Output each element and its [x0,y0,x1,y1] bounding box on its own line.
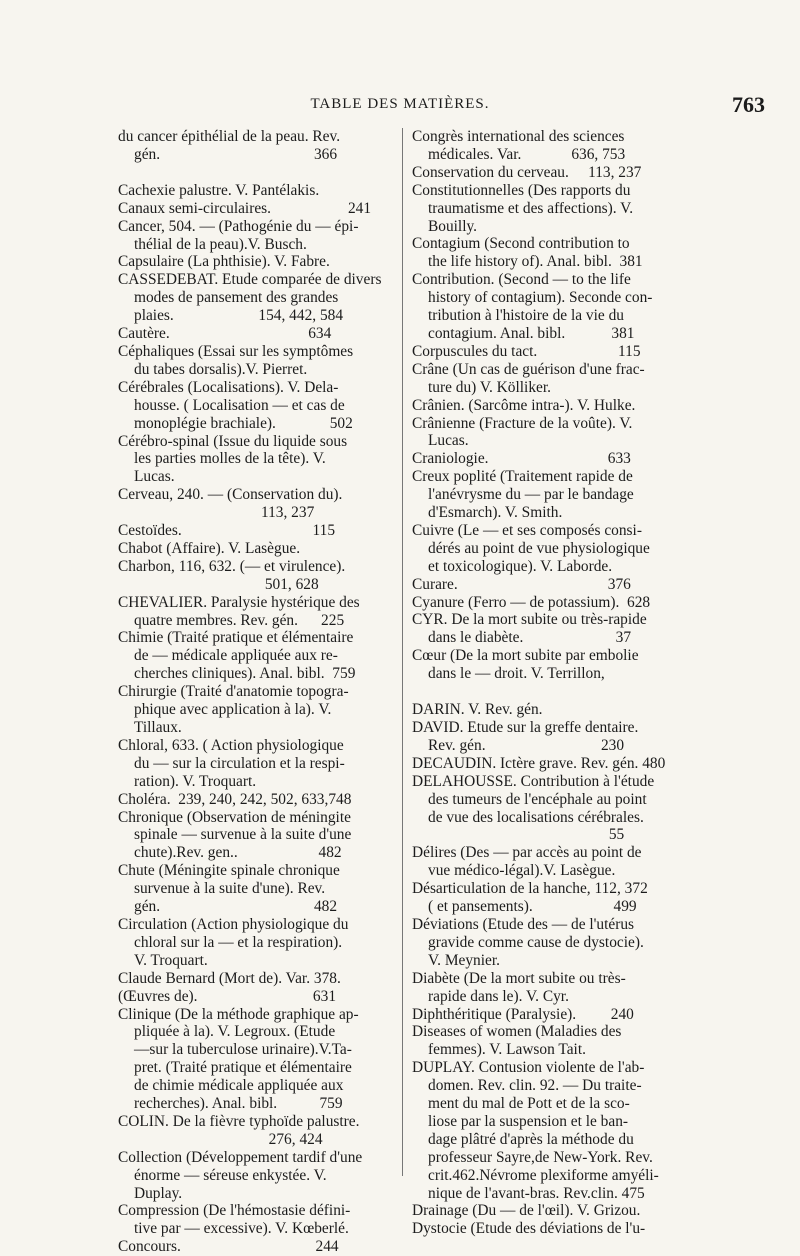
index-entry-line: cherches cliniques). Anal. bibl. 759 [134,665,356,683]
index-entry [118,271,392,325]
index-entry [412,916,684,970]
index-entry [412,719,684,755]
index-entry-line: gén. 482 [134,898,338,916]
index-entry-line: 55 [428,826,625,844]
index-entry [118,379,392,433]
index-entry-line: Concours. 244 [118,1238,339,1256]
index-entry [412,1023,684,1059]
index-entry-line: spinale — survenue à la suite d'une [134,826,352,844]
index-entry-line: CASSEDEBAT. Etude comparée de divers [118,271,382,289]
index-entry-line: contagium. Anal. bibl. 381 [428,324,635,342]
index-entry-line: femmes). V. Lawson Tait. [428,1041,586,1059]
index-entry-line: Diabète (De la mort subite ou très- [412,969,626,987]
index-column-right [412,128,684,1238]
index-entry-line: Chabot (Affaire). V. Lasègue. [118,539,301,557]
index-entry-line: gén. 366 [134,145,338,163]
index-entry [118,1149,392,1203]
index-entry-line: Choléra. 239, 240, 242, 502, 633,748 [118,790,352,808]
index-entry-line: Rev. gén. 230 [428,736,625,754]
index-entry [412,611,684,647]
index-entry-line: Collection (Développement tardif d'une [118,1148,363,1166]
index-entry [412,235,684,271]
index-entry-line: Claude Bernard (Mort de). Var. 378. [118,969,341,987]
index-entry [118,791,392,809]
index-entry [118,558,392,594]
index-entry-line: Cérébrales (Localisations). V. Dela- [118,378,339,396]
index-entry-line: Crânienne (Fracture de la voûte). V. [412,414,633,432]
index-entry-line: Chronique (Observation de méningite [118,808,351,826]
index-entry [118,325,392,343]
index-entry [118,128,392,164]
index-entry-line: plaies. 154, 442, 584 [134,307,344,325]
index-entry-line: du tabes dorsalis).V. Pierret. [134,360,308,378]
index-entry [118,809,392,863]
index-entry-line: pret. (Traité pratique et élémentaire [134,1059,352,1077]
index-entry [412,970,684,1006]
index-entry-line: Conservation du cerveau. 113, 237 [412,163,642,181]
index-entry [118,1238,392,1256]
index-entry-line: Bouilly. [428,217,478,235]
index-entry-line: Creux poplité (Traitement rapide de [412,468,633,486]
index-entry-line: nique de l'avant-bras. Rev.clin. 475 [428,1184,645,1202]
index-entry [118,1006,392,1113]
index-entry [412,271,684,343]
index-entry [412,576,684,594]
index-entry [412,468,684,522]
index-entry-line: Cœur (De la mort subite par embolie [412,647,639,665]
index-entry-line: Dystocie (Etude des déviations de l'u- [412,1220,646,1238]
index-entry-line: Duplay. [134,1184,183,1202]
index-entry [412,164,684,182]
index-entry-line: Lucas. [428,432,469,450]
index-entry-line: gravide comme cause de dystocie). [428,933,644,951]
index-entry-line: history of contagium). Seconde con- [428,289,653,307]
index-entry [118,683,392,737]
index-entry-line: dérés au point de vue physiologique [428,539,650,557]
index-entry [118,594,392,630]
index-entry-line: l'anévrysme du — par le bandage [428,486,634,504]
index-entry-line: liose par la suspension et le ban- [428,1112,629,1130]
index-entry-line: housse. ( Localisation — et cas de [134,396,345,414]
index-entry-line: Chirurgie (Traité d'anatomie topogra- [118,683,349,701]
index-entry-line: crit.462.Névrome plexiforme amyéli- [428,1166,659,1184]
index-entry-line: 276, 424 [134,1130,323,1148]
page-number: 763 [732,92,765,117]
index-entry-line: tribution à l'histoire de la vie du [428,307,624,325]
index-entry-line: Céphaliques (Essai sur les symptômes [118,342,354,360]
index-entry-line: énorme — séreuse enkystée. V. [134,1166,327,1184]
index-entry-line: CYR. De la mort subite ou très-rapide [412,611,647,629]
column-rule [402,128,403,1176]
index-entry-line: Désarticulation de la hanche, 112, 372 [412,880,648,898]
index-entry-line: Congrès international des sciences [412,128,625,145]
index-entry-line: de vue des localisations cérébrales. [428,808,644,826]
index-entry-line: ration). V. Troquart. [134,772,257,790]
index-entry-line: Cautère. 634 [118,325,332,343]
index-entry-line: DELAHOUSSE. Contribution à l'étude [412,772,655,790]
index-entry-line: modes de pansement des grandes [134,289,339,307]
index-entry [118,970,392,988]
index-entry-line: Charbon, 116, 632. (— et virulence). [118,557,346,575]
index-entry-line: chloral sur la — et la respiration). [134,933,343,951]
index-entry-line: Cyanure (Ferro — de potassium). 628 [412,593,651,611]
index-entry [118,988,392,1006]
index-entry-line: Cérébro-spinal (Issue du liquide sous [118,432,348,450]
index-entry [412,450,684,468]
index-entry [412,647,684,683]
index-entry-line: Capsulaire (La phthisie). V. Fabre. [118,253,330,271]
index-entry-line: Diseases of women (Maladies des [412,1023,622,1041]
index-entry-line: Contribution. (Second — to the life [412,271,631,289]
index-entry-line: Chloral, 633. ( Action physiologique [118,736,344,754]
index-entry-line: (Œuvres de). 631 [118,987,337,1005]
index-entry [118,486,392,522]
index-entry-line: du — sur la circulation et la respi- [134,754,345,772]
index-entry-line: Crânien. (Sarcôme intra-). V. Hulke. [412,396,636,414]
index-entry-line: ( et pansements). 499 [428,898,637,916]
index-entry-line: monoplégie brachiale). 502 [134,414,353,432]
index-entry-line: d'Esmarch). V. Smith. [428,504,563,522]
index-entry-line: tive par — excessive). V. Kœberlé. [134,1220,349,1238]
index-entry-line: CHEVALIER. Paralysie hystérique des [118,593,360,611]
index-entry-line: DUPLAY. Contusion violente de l'ab- [412,1059,645,1077]
index-entry-line: professeur Sayre,de New-York. Rev. [428,1148,653,1166]
index-entry-line: V. Troquart. [134,951,208,969]
index-entry-line: ture du) V. Kölliker. [428,378,551,396]
index-entry [412,1006,684,1024]
entry-gap [412,683,684,701]
index-entry-line: DARIN. V. Rev. gén. [412,701,543,719]
index-entry-line: 501, 628 [134,575,319,593]
index-entry [412,361,684,397]
index-entry-line: Clinique (De la méthode graphique ap- [118,1005,359,1023]
index-entry [412,1202,684,1220]
index-entry [118,862,392,916]
index-entry [412,701,684,719]
index-entry [118,253,392,271]
index-entry-line: Tillaux. [134,719,182,736]
index-entry-line: recherches). Anal. bibl. 759 [134,1095,343,1113]
index-entry-line: survenue à la suite d'une). Rev. [134,880,326,898]
index-entry-line: Crâne (Un cas de guérison d'une frac- [412,360,645,378]
index-entry [412,773,684,845]
index-entry-line: vue médico-légal).V. Lasègue. [428,862,616,880]
index-entry [118,737,392,791]
index-column-left [118,128,392,1256]
index-entry [412,844,684,880]
index-entry [412,1059,684,1202]
index-entry [412,182,684,236]
index-entry-line: Constitutionnelles (Des rapports du [412,181,631,199]
index-entry-line: Délires (Des — par accès au point de [412,844,642,862]
index-entry-line: Compression (De l'hémostasie défini- [118,1202,351,1220]
index-entry-line: les parties molles de la tête). V. [134,450,326,468]
index-entry [412,594,684,612]
index-entry [118,1202,392,1238]
index-entry-line: phique avec application à la). V. [134,701,332,719]
index-entry-line: thélial de la peau).V. Busch. [134,235,307,253]
index-entry-line: Corpuscules du tact. 115 [412,342,641,360]
index-entry-line: Chimie (Traité pratique et élémentaire [118,629,354,647]
index-entry-line: quatre membres. Rev. gén. 225 [134,611,345,629]
index-entry-line: V. Meynier. [428,951,500,969]
index-entry-line: dans le diabète. 37 [428,629,632,647]
index-entry-line: Cestoïdes. 115 [118,522,336,540]
index-entry [118,1113,392,1149]
index-entry-line: Contagium (Second contribution to [412,235,630,253]
index-entry-line: dans le — droit. V. Terrillon, [428,665,605,683]
index-entry-line: COLIN. De la fièvre typhoïde palustre. [118,1112,360,1130]
index-entry-line: de — médicale appliquée aux re- [134,647,338,665]
index-entry [412,522,684,576]
index-entry-line: traumatisme et des affections). V. [428,199,634,217]
index-entry-line: rapide dans le). V. Cyr. [428,987,569,1005]
index-entry-line: DECAUDIN. Ictère grave. Rev. gén. 480 [412,754,666,772]
index-entry-line: Circulation (Action physiologique du [118,915,349,933]
index-entry-line: pliquée à la). V. Legroux. (Etude [134,1023,336,1041]
index-entry [412,128,684,164]
index-entry [412,880,684,916]
index-entry [118,433,392,487]
index-entry [412,397,684,415]
index-entry [118,522,392,540]
index-entry-line: Curare. 376 [412,575,631,593]
index-entry [412,755,684,773]
index-entry-line: du cancer épithélial de la peau. Rev. [118,128,341,145]
index-entry-line: médicales. Var. 636, 753 [428,145,626,163]
index-entry [118,182,392,200]
index-entry-line: —sur la tuberculose urinaire).V.Ta- [134,1041,352,1059]
index-entry-line: DAVID. Etude sur la greffe dentaire. [412,719,639,736]
index-entry-line: Cancer, 504. — (Pathogénie du — épi- [118,217,359,235]
index-entry [412,1220,684,1238]
index-entry-line: Cachexie palustre. V. Pantélakis. [118,181,320,199]
index-entry [118,916,392,970]
index-entry-line: Canaux semi-circulaires. 241 [118,199,372,217]
index-entry [118,200,392,218]
index-entry [118,629,392,683]
index-entry-line: des tumeurs de l'encéphale au point [428,790,647,808]
index-entry-line: Déviations (Etude des — de l'utérus [412,915,635,933]
index-entry-line: Craniologie. 633 [412,450,631,468]
running-head: TABLE DES MATIÈRES. [310,96,490,112]
index-entry [118,218,392,254]
index-entry-line: et toxicologique). V. Laborde. [428,557,613,575]
index-entry-line: Chute (Méningite spinale chronique [118,862,340,880]
index-entry-line: the life history of). Anal. bibl. 381 [428,253,643,271]
index-entry-line: 113, 237 [134,504,315,522]
index-entry-line: domen. Rev. clin. 92. — Du traite- [428,1077,642,1095]
index-entry-line: Cerveau, 240. — (Conservation du). [118,486,343,504]
entry-gap [118,164,392,182]
index-entry [118,540,392,558]
index-entry-line: Lucas. [134,468,175,486]
index-entry [412,343,684,361]
index-entry-line: dage plâtré d'après la méthode du [428,1130,634,1148]
index-entry-line: Diphthéritique (Paralysie). 240 [412,1005,634,1023]
index-entry-line: de chimie médicale appliquée aux [134,1077,344,1095]
index-entry-line: chute).Rev. gen.. 482 [134,844,342,862]
index-entry [412,415,684,451]
index-entry-line: ment du mal de Pott et de la sco- [428,1095,630,1113]
index-entry-line: Drainage (Du — de l'œil). V. Grizou. [412,1202,641,1220]
index-entry-line: Cuivre (Le — et ses composés consi- [412,521,642,539]
index-entry [118,343,392,379]
